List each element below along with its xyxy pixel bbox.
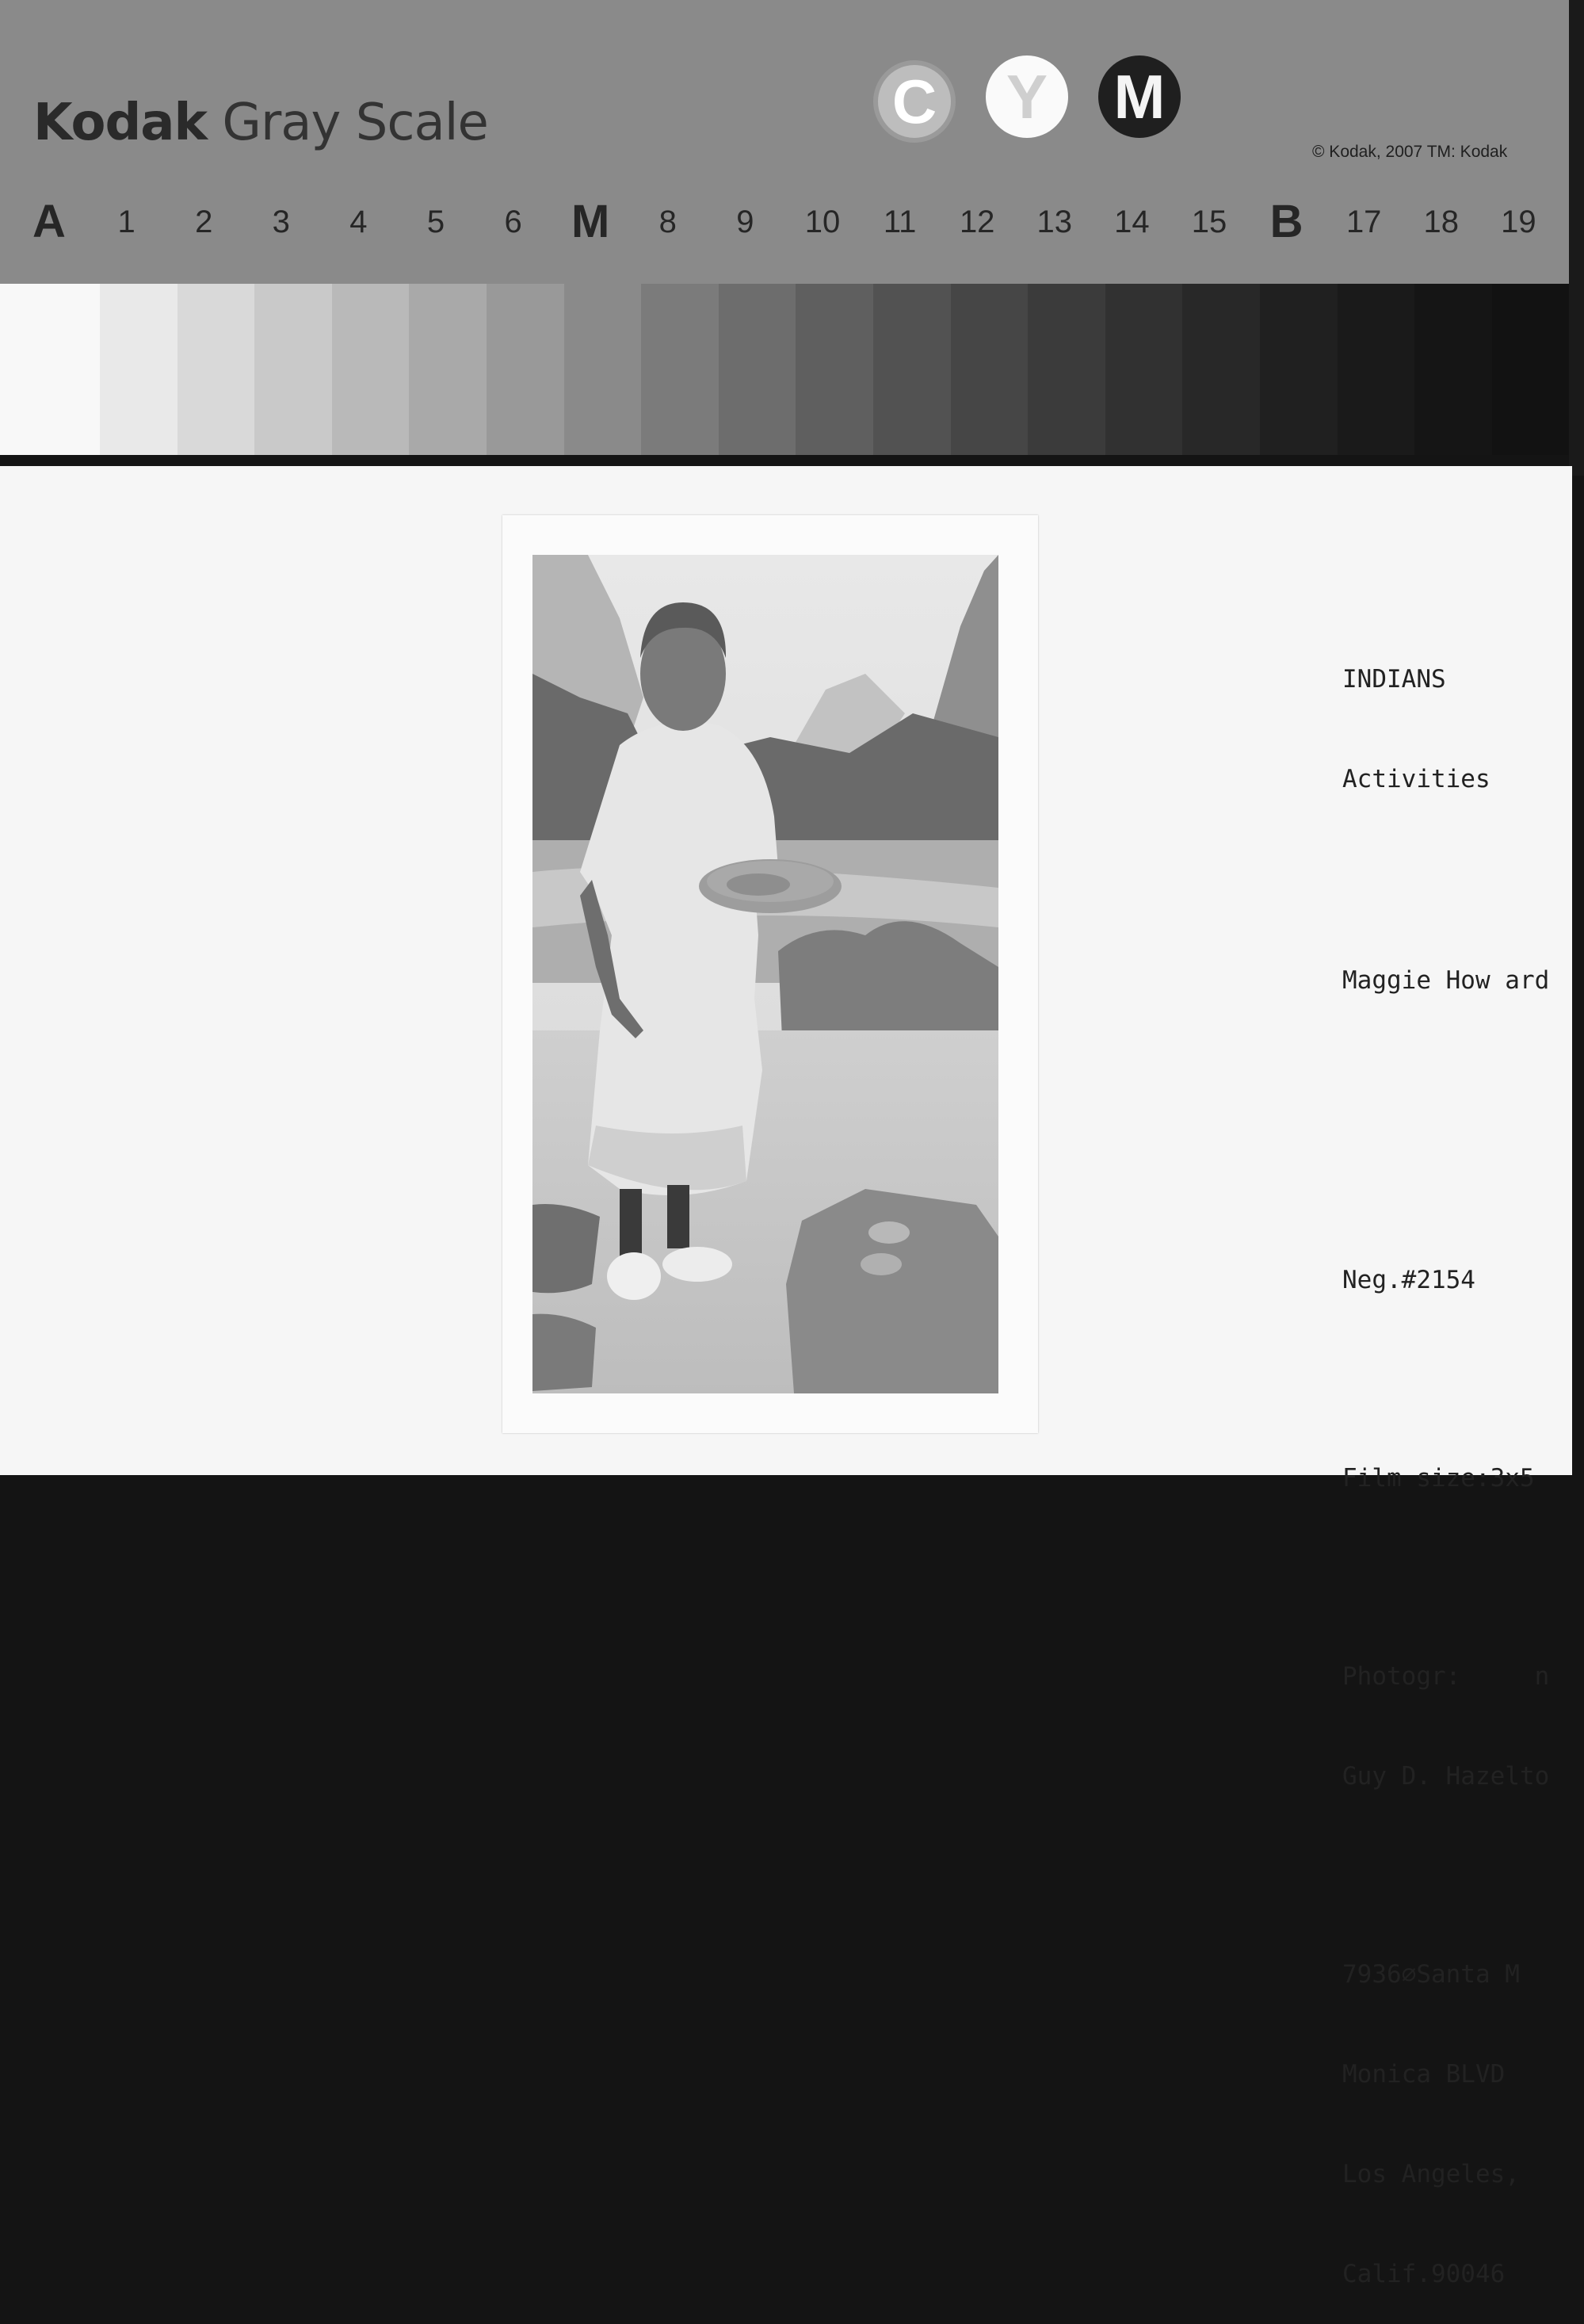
caption-negative: Neg.#2154 bbox=[1342, 1266, 1475, 1294]
step-label-5: 5 bbox=[426, 204, 445, 239]
gray-patch bbox=[1182, 284, 1260, 455]
caption-address-1: 7936∅Santa M bbox=[1342, 1960, 1520, 1989]
catalog-caption bbox=[1342, 596, 1572, 2324]
gray-patch bbox=[951, 284, 1029, 455]
gray-patch bbox=[719, 284, 796, 455]
gray-patch bbox=[0, 284, 100, 455]
step-label-17: 17 bbox=[1345, 204, 1382, 239]
photograph-image bbox=[532, 555, 998, 1393]
caption-address-4: Calif.90046 bbox=[1342, 2260, 1506, 2288]
step-label-18: 18 bbox=[1423, 204, 1460, 239]
step-label-2: 2 bbox=[195, 204, 213, 239]
step-label-11: 11 bbox=[883, 204, 917, 239]
caption-address-2: Monica BLVD bbox=[1342, 2060, 1506, 2089]
photograph bbox=[532, 555, 998, 1393]
gray-patch bbox=[873, 284, 951, 455]
gray-patch bbox=[332, 284, 410, 455]
caption-address-3: Los Angeles, bbox=[1342, 2160, 1520, 2188]
step-label-a: A bbox=[32, 196, 66, 247]
step-label-b: B bbox=[1269, 196, 1303, 247]
cyan-patch: C bbox=[873, 60, 956, 143]
caption-photographer-label: Photogr: n bbox=[1342, 1662, 1550, 1691]
step-label-19: 19 bbox=[1501, 204, 1536, 239]
yellow-patch: Y bbox=[986, 55, 1068, 138]
gray-patch bbox=[1028, 284, 1105, 455]
caption-title: Maggie How ard bbox=[1342, 966, 1550, 995]
step-label-14: 14 bbox=[1114, 204, 1150, 239]
caption-category: Activities bbox=[1342, 765, 1490, 793]
caption-film-size: Film size:3x5 bbox=[1342, 1464, 1535, 1493]
step-label-8: 8 bbox=[658, 204, 677, 239]
gray-patch bbox=[487, 284, 564, 455]
gray-patch bbox=[1414, 284, 1492, 455]
target-edge bbox=[1569, 0, 1584, 476]
gray-patch bbox=[641, 284, 719, 455]
step-label-m: M bbox=[571, 196, 610, 247]
gray-patch bbox=[1260, 284, 1338, 455]
gray-patch bbox=[100, 284, 177, 455]
step-label-12: 12 bbox=[959, 204, 995, 239]
gray-patch bbox=[409, 284, 487, 455]
gray-patch bbox=[564, 284, 642, 455]
gray-patch bbox=[1492, 284, 1570, 455]
kodak-gray-scale-target bbox=[0, 0, 1569, 300]
caption-subject: INDIANS bbox=[1342, 665, 1446, 694]
copyright-text: © Kodak, 2007 TM: Kodak bbox=[1312, 143, 1508, 161]
step-label-6: 6 bbox=[504, 204, 522, 239]
caption-photographer: Guy D. Hazelto bbox=[1342, 1762, 1550, 1791]
gray-patch bbox=[177, 284, 255, 455]
step-label-10: 10 bbox=[804, 204, 841, 239]
step-label-15: 15 bbox=[1191, 204, 1227, 239]
gray-patch bbox=[1338, 284, 1415, 455]
step-label-1: 1 bbox=[117, 204, 135, 239]
step-label-4: 4 bbox=[349, 204, 368, 239]
gray-patch-strip bbox=[0, 284, 1569, 455]
step-label-3: 3 bbox=[272, 204, 290, 239]
magenta-patch: M bbox=[1098, 55, 1181, 138]
gray-patch bbox=[796, 284, 873, 455]
gray-patch bbox=[1105, 284, 1183, 455]
gray-patch bbox=[254, 284, 332, 455]
step-label-13: 13 bbox=[1036, 204, 1073, 239]
kodak-logo: Kodak Gray Scale bbox=[33, 94, 488, 152]
step-label-9: 9 bbox=[736, 204, 754, 239]
